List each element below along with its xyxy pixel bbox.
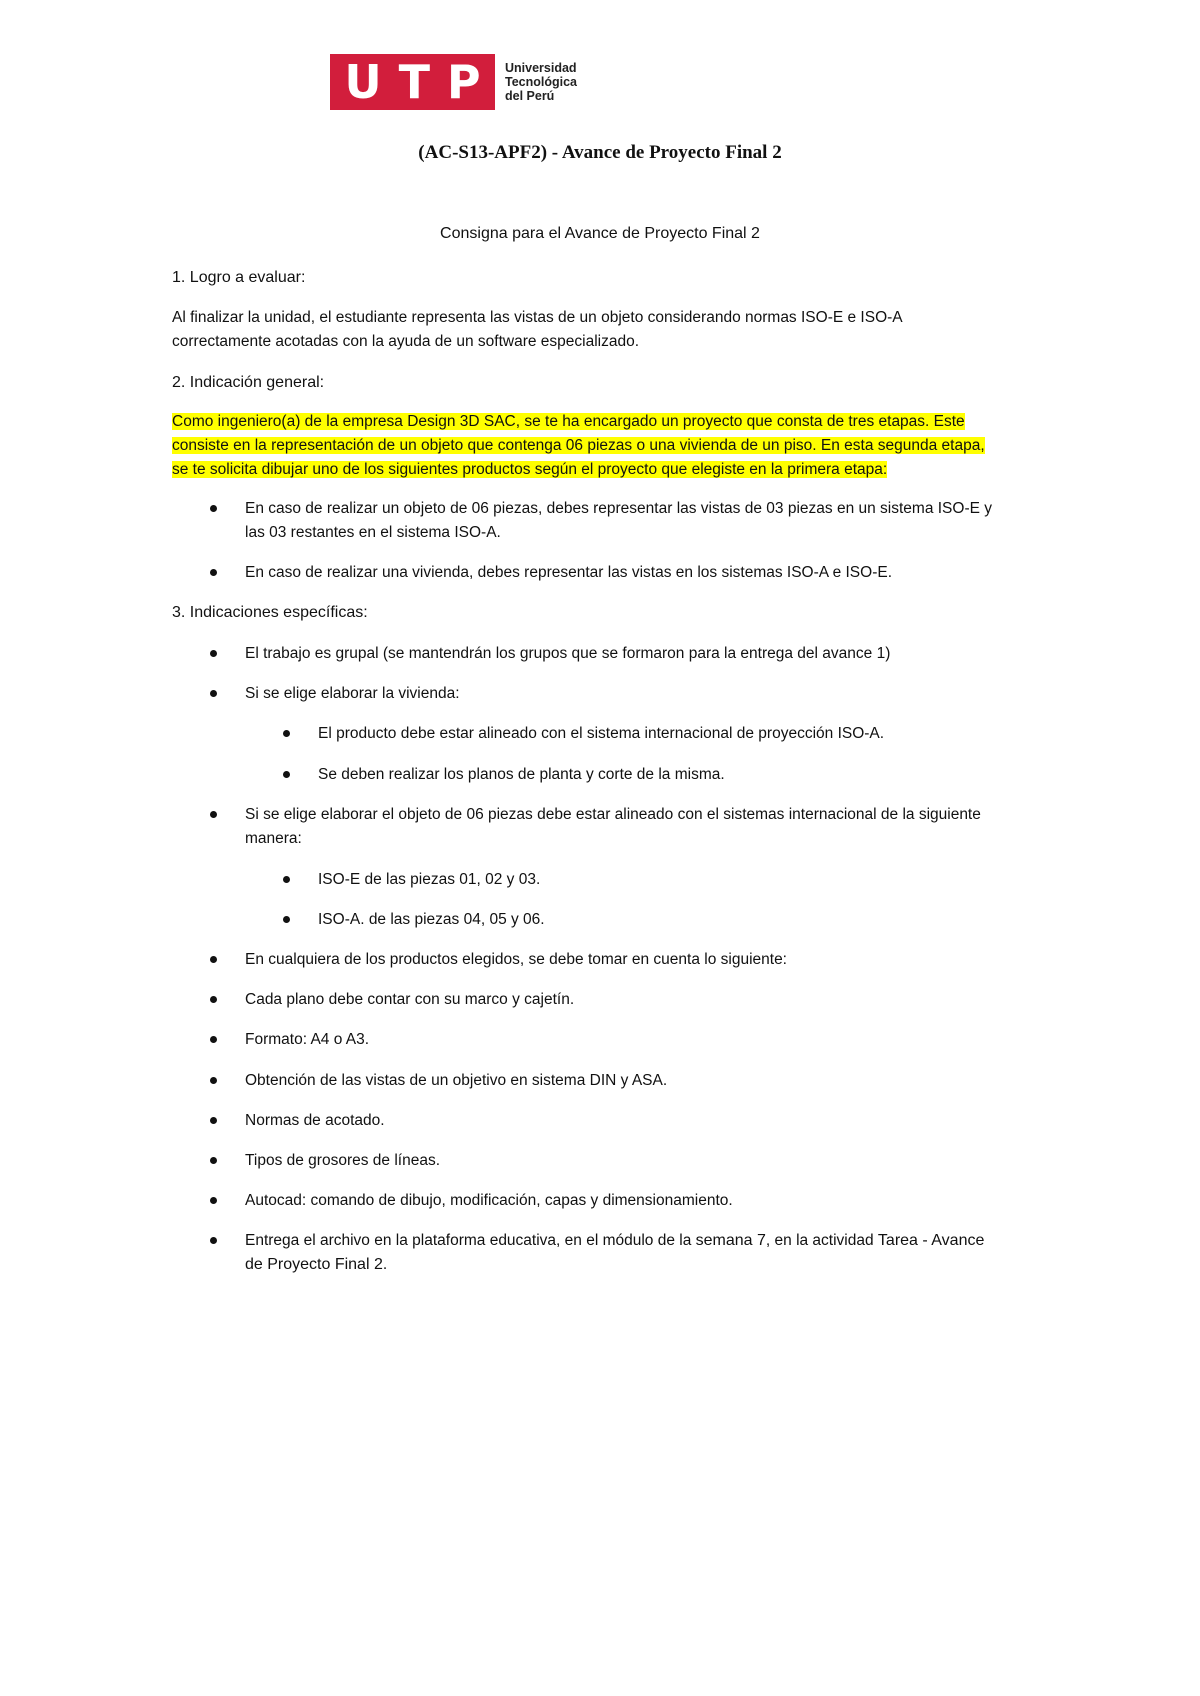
sub-bullet-dot — [283, 730, 290, 737]
s2-bullet1 — [245, 497, 1065, 545]
s2-bullet1-line2: las 03 restantes en el sistema ISO-A. — [245, 524, 501, 541]
s3-bullet10: Autocad: comando de dibujo, modificación, capas y dimensionamiento. — [245, 1192, 733, 1209]
s3-bullet6: Formato: A4 o A3. — [245, 1031, 370, 1048]
s3-bullet3-sub2: ISO-A. de las piezas 04, 05 y 06. — [318, 911, 545, 928]
section2-heading: 2. Indicación general: — [172, 374, 325, 391]
logo-letter-u: U — [344, 55, 382, 109]
highlight-text-1: Como ingeniero(a) de la empresa Design 3D SAC, se te ha encargado un proyecto que consta de tres etapas. Este — [172, 413, 965, 430]
highlight-line3 — [172, 458, 1052, 482]
bullet-dot — [210, 505, 217, 512]
bullet-dot — [210, 1197, 217, 1204]
s3-bullet4: En cualquiera de los productos elegidos, se debe tomar en cuenta lo siguiente: — [245, 951, 787, 968]
bullet-dot — [210, 1237, 217, 1244]
sub-bullet-dot — [283, 916, 290, 923]
highlight-line2 — [172, 434, 1052, 458]
bullet-dot — [210, 1117, 217, 1124]
section1-para-line2: correctamente acotadas con la ayuda de un software especializado. — [172, 333, 640, 350]
section1-heading: 1. Logro a evaluar: — [172, 269, 306, 286]
highlight-text-3: se te solicita dibujar uno de los siguientes productos según el proyecto que elegiste en la primera etapa: — [172, 461, 888, 478]
b11-line2-bold: de Proyecto Final 2 — [245, 1256, 383, 1273]
s3-bullet11-line1 — [245, 1229, 1075, 1253]
section3-heading: 3. Indicaciones específicas: — [172, 604, 368, 621]
b11-end: . — [382, 1256, 388, 1273]
logo-text-line2: Tecnológica — [505, 75, 578, 89]
s3-bullet1: El trabajo es grupal (se mantendrán los grupos que se formaron para la entrega del avance 1) — [245, 645, 891, 662]
sub-bullet-dot — [283, 771, 290, 778]
consigna-heading: Consigna para el Avance de Proyecto Final 2 — [440, 225, 760, 242]
bullet-dot — [210, 996, 217, 1003]
s2-bullet2: En caso de realizar una vivienda, debes representar las vistas en los sistemas ISO-A e ISO-E. — [245, 564, 893, 581]
highlight-text-2: consiste en la representación de un objeto que contenga 06 piezas o una vivienda de un piso. En esta segunda etapa, — [172, 437, 985, 454]
s3-bullet11-line2 — [245, 1253, 1075, 1277]
s3-bullet2: Si se elige elaborar la vivienda: — [245, 685, 460, 702]
bullet-dot — [210, 811, 217, 818]
bullet-dot — [210, 1036, 217, 1043]
b11-bold1: semana 7 — [695, 1232, 766, 1249]
logo-letter-t: T — [398, 55, 431, 109]
s3-bullet8: Normas de acotado. — [245, 1112, 385, 1129]
bullet-dot — [210, 690, 217, 697]
s3-bullet2-sub1: El producto debe estar alineado con el sistema internacional de proyección ISO-A. — [318, 725, 885, 742]
sub-bullet-dot — [283, 876, 290, 883]
s3-bullet2-sub2: Se deben realizar los planos de planta y corte de la misma. — [318, 766, 725, 783]
s3-bullet3-line1: Si se elige elaborar el objeto de 06 piezas debe estar alineado con el sistemas internacional de la siguiente — [245, 806, 981, 823]
highlight-line1 — [172, 410, 1052, 434]
bullet-dot — [210, 1157, 217, 1164]
b11-part2: , en la actividad — [765, 1232, 878, 1249]
b11-bold2: Tarea - Avance — [877, 1232, 985, 1249]
logo-letter-p: P — [446, 55, 481, 109]
s3-bullet3-line2: manera: — [245, 830, 302, 847]
utp-logo — [330, 54, 577, 110]
s3-bullet7: Obtención de las vistas de un objetivo en sistema DIN y ASA. — [245, 1072, 668, 1089]
bullet-dot — [210, 1077, 217, 1084]
s3-bullet3 — [245, 803, 1075, 851]
s3-bullet11 — [245, 1229, 1075, 1277]
bullet-dot — [210, 569, 217, 576]
logo-text — [505, 61, 577, 103]
logo-letters-block — [330, 54, 495, 110]
s3-bullet3-sub1: ISO-E de las piezas 01, 02 y 03. — [318, 871, 541, 888]
logo-text-line1: Universidad — [505, 61, 577, 75]
bullet-dot — [210, 956, 217, 963]
document-title: (AC-S13-APF2) - Avance de Proyecto Final 2 — [418, 142, 782, 163]
s3-bullet9: Tipos de grosores de líneas. — [245, 1152, 441, 1169]
section1-para-line1: Al finalizar la unidad, el estudiante representa las vistas de un objeto considerando normas ISO-E e ISO-A — [172, 309, 903, 326]
logo-text-line3: del Perú — [505, 89, 555, 103]
bullet-dot — [210, 650, 217, 657]
s3-bullet5: Cada plano debe contar con su marco y cajetín. — [245, 991, 575, 1008]
b11-part1: Entrega el archivo en la plataforma educativa, en el módulo de la — [245, 1232, 696, 1249]
s2-bullet1-line1: En caso de realizar un objeto de 06 piezas, debes representar las vistas de 03 piezas en un sistema ISO-E y — [245, 500, 993, 517]
